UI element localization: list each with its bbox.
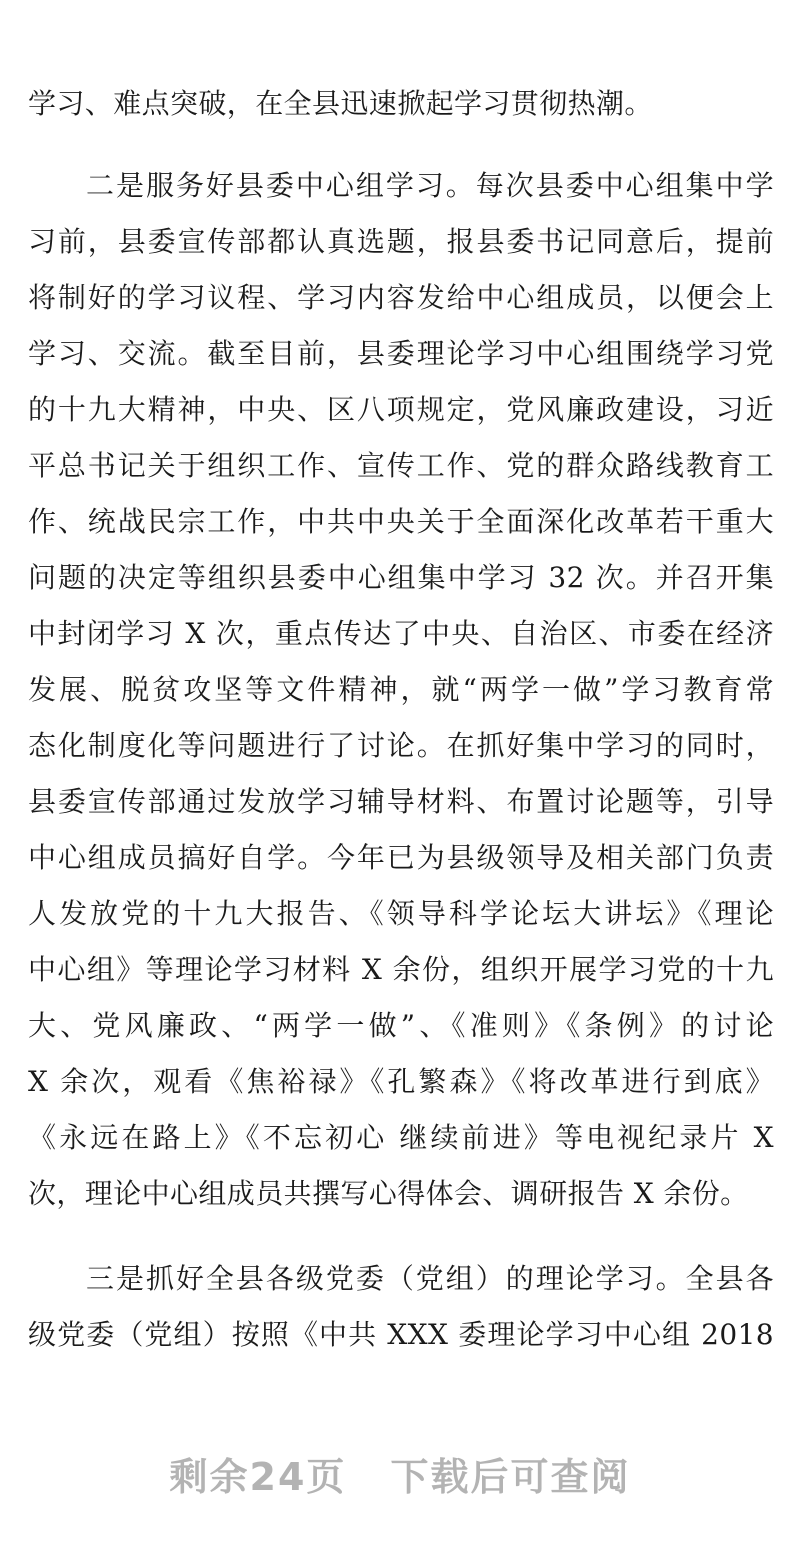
text-line: 作、统战民宗工作，中共中央关于全面深化改革若干重大 — [28, 505, 774, 538]
text-line: 中心组》等理论学习材料 X 余份，组织开展学习党的十九 — [28, 953, 774, 986]
text-line: 次，理论中心组成员共撰写心得体会、调研报告 X 余份。 — [28, 1177, 749, 1210]
text-line: 大、党风廉政、“两学一做”、《准则》《条例》的讨论 — [28, 1009, 774, 1042]
text-line: 学习、难点突破，在全县迅速掀起学习贯彻热潮。 — [28, 87, 653, 120]
text-line: 县委宣传部通过发放学习辅导材料、布置讨论题等，引导 — [28, 785, 774, 818]
text-line: 问题的决定等组织县委中心组集中学习 32 次。并召开集 — [28, 561, 774, 594]
paragraph-party-committee-study — [28, 1251, 774, 1363]
text-line: 中心组成员搞好自学。今年已为县级领导及相关部门负责 — [28, 841, 774, 874]
download-banner[interactable] — [0, 1442, 800, 1512]
text-line: 态化制度化等问题进行了讨论。在抓好集中学习的同时， — [28, 729, 774, 762]
text-line: 中封闭学习 X 次，重点传达了中央、自治区、市委在经济 — [28, 617, 774, 650]
remaining-pages-label: 剩余24页 — [169, 1455, 347, 1499]
text-line: 级党委（党组）按照《中共 XXX 委理论学习中心组 2018 — [28, 1318, 774, 1351]
text-line: 平总书记关于组织工作、宣传工作、党的群众路线教育工 — [28, 449, 774, 482]
text-line: 《永远在路上》《不忘初心 继续前进》等电视纪录片 X — [28, 1121, 774, 1154]
text-line: 习前，县委宣传部都认真选题，报县委书记同意后，提前 — [28, 225, 774, 258]
paragraph-continued — [28, 76, 774, 132]
text-line: 三是抓好全县各级党委（党组）的理论学习。全县各 — [86, 1262, 774, 1295]
text-line: 发展、脱贫攻坚等文件精神，就“两学一做”学习教育常 — [28, 673, 774, 706]
text-line: 人发放党的十九大报告、《领导科学论坛大讲坛》《理论 — [28, 897, 774, 930]
text-line: 二是服务好县委中心组学习。每次县委中心组集中学 — [86, 169, 774, 202]
download-prompt-label[interactable]: 下载后可查阅 — [390, 1455, 631, 1499]
text-line: 将制好的学习议程、学习内容发给中心组成员，以便会上 — [28, 281, 774, 314]
text-line: X 余次，观看《焦裕禄》《孔繁森》《将改革进行到底》 — [28, 1065, 774, 1098]
paragraph-central-group-study — [28, 158, 774, 1222]
text-line: 的十九大精神，中央、区八项规定，党风廉政建设，习近 — [28, 393, 774, 426]
text-line: 学习、交流。截至目前，县委理论学习中心组围绕学习党 — [28, 337, 774, 370]
